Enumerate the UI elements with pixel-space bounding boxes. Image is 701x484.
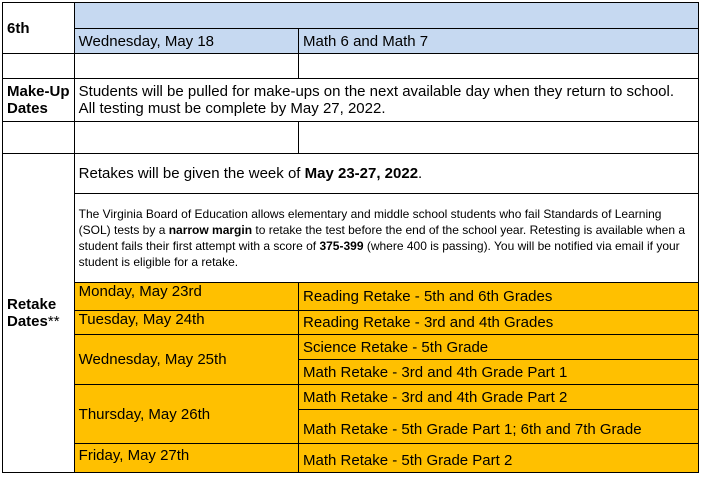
retake-info-bold-1: narrow margin [168, 223, 253, 237]
retake-info-text-2: to retake the test before the end of the school year. Retesting is available when a student fails their first attempt with a score of [78, 223, 685, 253]
retake-intro-row [3, 154, 699, 194]
retake-test: Reading Retake - 3rd and 4th Grades [299, 311, 699, 335]
retake-info-paragraph [74, 194, 698, 283]
retake-day: Tuesday, May 24th [74, 311, 298, 335]
retake-info-row [3, 194, 699, 283]
retake-day: Wednesday, May 25th [74, 335, 298, 385]
spacer-cell [3, 54, 75, 79]
grade-label-text: 6th [7, 19, 30, 37]
retake-label-line1: Retake [7, 296, 57, 313]
retake-test: Math Retake - 3rd and 4th Grade Part 1 [299, 360, 699, 385]
spacer-cell [299, 54, 699, 79]
makeup-label-line2: Dates [7, 100, 48, 117]
retake-schedule-row [3, 283, 699, 311]
retake-label [3, 154, 75, 473]
retake-test: Reading Retake - 5th and 6th Grades [299, 283, 699, 311]
retake-day: Friday, May 27th [74, 444, 298, 473]
retake-day: Monday, May 23rd [74, 283, 298, 311]
retake-test: Math Retake - 5th Grade Part 2 [299, 444, 699, 473]
retake-schedule-row [3, 311, 699, 335]
retake-schedule-row [3, 335, 699, 360]
spacer-cell [74, 54, 298, 79]
makeup-row [3, 79, 699, 122]
retake-test: Science Retake - 5th Grade [299, 335, 699, 360]
spacer-row [3, 54, 699, 79]
retake-schedule-row [3, 444, 699, 473]
grade-test-row [3, 29, 699, 54]
retake-label-suffix: ** [47, 313, 60, 330]
spacer-cell [74, 122, 298, 154]
makeup-label [3, 79, 75, 122]
retake-schedule-row [3, 385, 699, 410]
makeup-label-line1: Make-Up [7, 83, 70, 100]
retake-intro-text: Retakes will be given the week of [78, 165, 305, 182]
retake-info-text-3: (where 400 is passing). You will be notified via email if your student is eligible for a retake. [78, 239, 680, 269]
retake-intro [74, 154, 698, 194]
testing-schedule-table [2, 2, 699, 473]
grade-header-blank [74, 3, 698, 29]
spacer-row [3, 122, 699, 154]
makeup-text: Students will be pulled for make-ups on the next available day when they return to school. All testing must be complete by May 27, 2022. [74, 79, 698, 122]
retake-info-bold-2: 375-399 [319, 239, 364, 253]
retake-test: Math Retake - 3rd and 4th Grade Part 2 [299, 385, 699, 410]
retake-day: Thursday, May 26th [74, 385, 298, 444]
spacer-cell [299, 122, 699, 154]
retake-intro-period: . [418, 165, 423, 182]
grade-header-row [3, 3, 699, 29]
grade-label [3, 3, 75, 54]
retake-intro-dates: May 23-27, 2022 [304, 165, 419, 182]
grade-test-date: Wednesday, May 18 [74, 29, 298, 54]
retake-label-line2: Dates [7, 313, 48, 330]
retake-info-text-1: The Virginia Board of Education allows elementary and middle school students who fail Standards of Learning (SOL) tests by a [78, 207, 662, 237]
grade-test-subjects: Math 6 and Math 7 [299, 29, 699, 54]
retake-test: Math Retake - 5th Grade Part 1; 6th and 7th Grade [299, 410, 699, 444]
spacer-cell [3, 122, 75, 154]
